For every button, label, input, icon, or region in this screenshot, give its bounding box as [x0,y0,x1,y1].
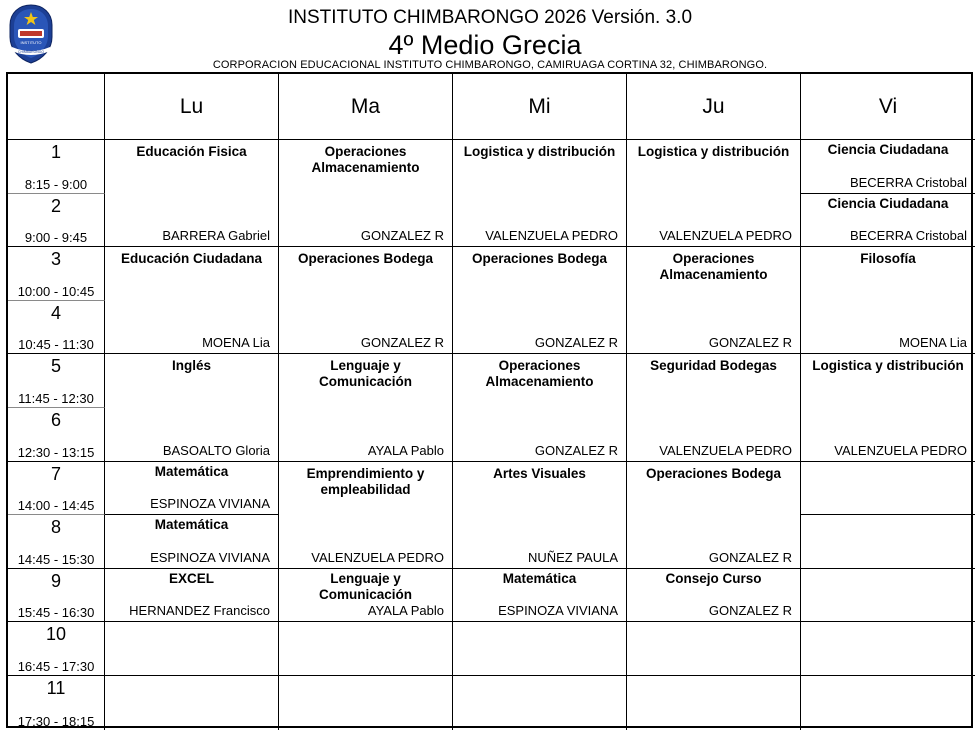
empty-slot [801,462,975,516]
class-subject: Emprendimiento y empleabilidad [306,465,425,497]
empty-slot [453,622,627,676]
period-cell [8,462,105,516]
class-subject: Inglés [171,358,211,374]
class-teacher: NUÑEZ PAULA [527,549,618,565]
class-teacher: MOENA Lia [899,335,967,351]
class-subject: Logistica y distribución [463,144,616,159]
class-subject: Filosofía [860,251,916,267]
class-block [627,140,801,247]
period-time: 11:45 - 12:30 [18,390,94,406]
class-teacher: AYALA Pablo [367,603,444,619]
period-number: 7 [50,463,61,484]
class-block [453,354,627,461]
class-subject: Matemática [154,463,229,479]
class-subject: Ciencia Ciudadana [827,195,949,211]
period-time: 14:45 - 15:30 [17,551,95,567]
class-teacher: VALENZUELA PEDRO [311,549,444,565]
period-cell [8,247,105,301]
course-title: 4º Medio Grecia [388,30,582,60]
class-teacher: GONZALEZ R [360,335,444,351]
period-number: 10 [45,624,67,645]
class-subject: Matemática [502,570,577,586]
class-subject: Operaciones Almacenamiento [485,358,594,390]
class-subject: Logistica y distribución [637,144,790,159]
class-subject: Operaciones Almacenamiento [311,144,420,175]
period-time: 16:45 - 17:30 [17,658,95,674]
class-subject: Lenguaje y Comunicación [318,570,412,602]
class-block [453,462,627,569]
period-cell [8,140,105,194]
period-time: 10:45 - 11:30 [18,337,94,353]
class-subject: Educación Ciudadana [120,251,263,267]
class-block [453,569,627,623]
class-block [279,354,453,461]
period-number: 9 [50,570,61,591]
class-teacher: AYALA Pablo [367,442,444,458]
period-number: 6 [50,409,61,430]
period-time: 10:00 - 10:45 [17,283,95,299]
period-time: 14:00 - 14:45 [17,498,95,514]
class-block [801,140,975,194]
class-block [627,247,801,354]
empty-slot [279,622,453,676]
corner-cell [8,74,105,140]
period-number: 1 [50,142,61,162]
empty-slot [627,622,801,676]
class-teacher: ESPINOZA VIVIANA [150,496,270,512]
class-block [279,462,453,569]
empty-slot [105,622,279,676]
day-header-mi: Mi [453,74,627,140]
class-teacher: VALENZUELA PEDRO [485,228,618,244]
period-number: 11 [46,677,66,698]
class-teacher: BECERRA Cristobal [849,228,967,244]
class-teacher: VALENZUELA PEDRO [659,228,792,244]
institution-title: INSTITUTO CHIMBARONGO 2026 Versión. 3.0 [287,7,693,28]
empty-slot [801,676,975,730]
class-block [105,140,279,247]
class-subject: Educación Fisica [136,144,247,159]
day-header-ma: Ma [279,74,453,140]
class-teacher: BECERRA Cristobal [849,174,967,190]
period-time: 8:15 - 9:00 [24,176,88,192]
empty-slot [627,676,801,730]
class-block [801,247,975,354]
class-block [801,194,975,248]
class-teacher: GONZALEZ R [708,603,792,619]
class-teacher: GONZALEZ R [360,228,444,244]
period-number: 8 [50,517,61,538]
class-teacher: GONZALEZ R [708,549,792,565]
class-subject: Artes Visuales [493,465,586,481]
period-number: 4 [50,302,61,323]
period-cell [8,354,105,408]
class-teacher: GONZALEZ R [708,335,792,351]
day-header-vi: Vi [801,74,975,140]
class-subject: Operaciones Bodega [297,251,434,267]
period-number: 2 [50,195,61,216]
logo-text-top: INSTITUTO [20,40,42,45]
period-cell [8,301,105,355]
class-subject: Ciencia Ciudadana [827,142,949,157]
empty-slot [801,622,975,676]
empty-slot [279,676,453,730]
period-time: 12:30 - 13:15 [17,444,95,460]
empty-slot [453,676,627,730]
class-block [105,462,279,516]
class-teacher: BARRERA Gabriel [162,228,270,244]
class-subject: Operaciones Bodega [471,251,608,267]
class-teacher: GONZALEZ R [534,442,618,458]
class-subject: EXCEL [168,570,214,586]
period-number: 3 [50,249,61,270]
class-subject: Operaciones Almacenamiento [659,251,768,283]
class-block [453,247,627,354]
period-cell [8,569,105,623]
class-subject: Matemática [154,517,229,533]
class-teacher: BASOALTO Gloria [162,442,270,458]
class-block [627,569,801,623]
class-block [279,140,453,247]
period-time: 9:00 - 9:45 [24,230,88,246]
empty-slot [801,515,975,569]
class-teacher: VALENZUELA PEDRO [834,442,967,458]
class-teacher: HERNANDEZ Francisco [129,603,270,619]
class-teacher: MOENA Lia [202,335,270,351]
institution-address: CORPORACION EDUCACIONAL INSTITUTO CHIMBARONGO, CAMIRUAGA CORTINA 32, CHIMBARONGO. [212,59,768,71]
class-subject: Consejo Curso [665,570,762,586]
class-block [801,354,975,461]
class-block [279,247,453,354]
class-block [105,515,279,569]
class-block [453,140,627,247]
class-teacher: ESPINOZA VIVIANA [498,603,618,619]
class-teacher: VALENZUELA PEDRO [659,442,792,458]
class-teacher: GONZALEZ R [534,335,618,351]
period-cell [8,194,105,248]
period-time: 17:30 - 18:15 [17,713,95,729]
day-header-ju: Ju [627,74,801,140]
logo-text-bottom: CHIMBARONGO [18,50,44,54]
class-teacher: ESPINOZA VIVIANA [150,549,270,565]
class-subject: Seguridad Bodegas [650,358,777,374]
class-block [105,247,279,354]
period-time: 15:45 - 16:30 [17,605,95,621]
class-block [105,569,279,623]
empty-slot [801,569,975,623]
class-subject: Logistica y distribución [812,358,964,374]
period-number: 5 [50,356,61,377]
period-cell [8,515,105,569]
empty-slot [105,676,279,730]
period-cell [8,676,105,730]
class-block [279,569,453,623]
class-block [105,354,279,461]
class-block [627,354,801,461]
day-header-lu: Lu [105,74,279,140]
schedule-table [6,72,973,728]
class-block [627,462,801,569]
period-cell [8,408,105,462]
class-subject: Operaciones Bodega [645,465,782,481]
class-subject: Lenguaje y Comunicación [318,358,412,390]
period-cell [8,622,105,676]
